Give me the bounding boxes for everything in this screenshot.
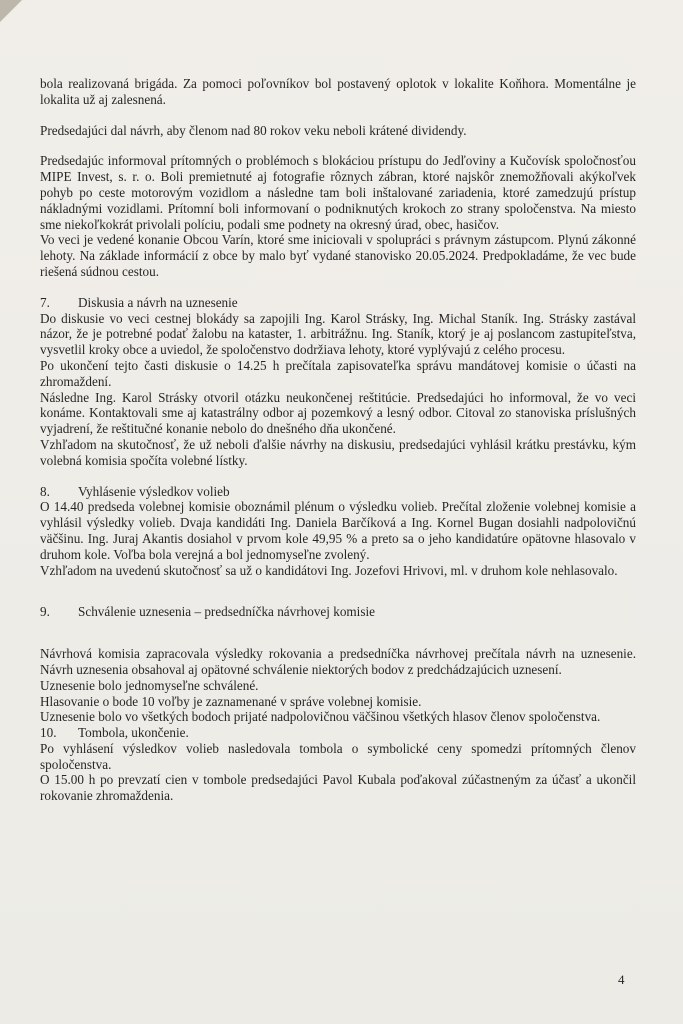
section-8-paragraph-1: O 14.40 predseda volebnej komisie oboznámil plénum o výsledku volieb. Prečítal zloženie volebnej komisie a vyhlásil výsledky volieb. Dvaja kandidáti Ing. Daniela Barčíková a Ing. Kornel Bugan dosiahli nadpolovičnú väčšinu. Ing. Juraj Akantis dosiahol v prvom kole 49,95 % a preto sa o jeho kandidatúre opätovne hlasovalo v druhom kole. Voľba bola verejná a bol jednomyseľne zvolený.	[40, 499, 636, 562]
section-7-paragraph-2: Po ukončení tejto časti diskusie o 14.25 h prečítala zapisovateľka správu mandátovej komisie o účasti na zhromaždení.	[40, 357, 636, 389]
page-corner	[0, 0, 22, 22]
paragraph-dividends: Predsedajúci dal návrh, aby členom nad 80 rokov veku neboli krátené dividendy.	[40, 122, 467, 138]
section-8-paragraph-2: Vzhľadom na uvedenú skutočnosť sa už o kandidátovi Ing. Jozefovi Hrivovi, ml. v druhom kole nehlasovalo.	[40, 562, 618, 578]
section-9-paragraph-1: Návrhová komisia zapracovala výsledky rokovania a predsedníčka návrhovej prečítala návrh na uznesenie. Návrh uznesenia obsahoval aj opätovné schválenie niektorých bodov z predchádzajúcich uznesení.	[40, 646, 636, 677]
paragraph-proceedings: Vo veci je vedené konanie Obcou Varín, ktoré sme iniciovali v spolupráci s právnym zástupcom. Plynú zákonné lehoty. Na základe informácií z obce by malo byť vydané stanovisko 20.05.2024. Predpokladáme, že vec bude riešená súdnou cestou.	[40, 232, 636, 279]
section-9-paragraph-2: Uznesenie bolo jednomyseľne schválené.	[40, 677, 259, 693]
section-title: Schválenie uznesenia – predsedníčka návrhovej komisie	[78, 604, 375, 620]
section-8-heading	[40, 484, 636, 500]
section-7-paragraph-4: Vzhľadom na skutočnosť, že už neboli ďalšie návrhy na diskusiu, predsedajúci vyhlásil krátku prestávku, kým volebná komisia spočíta volebné lístky.	[40, 436, 636, 468]
section-number: 10.	[40, 725, 57, 741]
page-number: 4	[618, 972, 625, 987]
section-7-heading	[40, 295, 636, 311]
section-title: Diskusia a návrh na uznesenie	[78, 294, 238, 310]
document-body	[40, 76, 636, 804]
section-number: 9.	[40, 604, 50, 620]
section-7-paragraph-3: Následne Ing. Karol Strásky otvoril otázku neukončenej reštitúcie. Predsedajúci ho informoval, že vo veci konáme. Kontaktovali sme aj katastrálny odbor aj pozemkový a lesný odbor. Citoval zo stanoviska príslušných vyjadrení, že reštitučné konanie nebolo do dnešného dňa ukončené.	[40, 389, 636, 437]
section-9-heading	[40, 604, 636, 620]
section-title: Tombola, ukončenie.	[78, 725, 189, 741]
section-10-paragraph-1: Po vyhlásení výsledkov volieb nasledovala tombola o symbolické ceny spomedzi prítomných členov spoločenstva.	[40, 740, 636, 772]
section-title: Vyhlásenie výsledkov volieb	[78, 483, 230, 499]
section-9-paragraph-4: Uznesenie bolo vo všetkých bodoch prijaté nadpolovičnou väčšinou všetkých hlasov členov spoločenstva.	[40, 709, 601, 725]
section-number: 7.	[40, 294, 50, 310]
section-number: 8.	[40, 483, 50, 499]
paragraph-brigade: bola realizovaná brigáda. Za pomoci poľovníkov bol postavený oplotok v lokalite Koňhora. Momentálne je lokalita už aj zalesnená.	[40, 76, 636, 107]
section-10-paragraph-2: O 15.00 h po prevzatí cien v tombole predsedajúci Pavol Kubala poďakoval zúčastneným za účasť a ukončil rokovanie zhromaždenia.	[40, 772, 636, 804]
paragraph-blockade: Predsedajúc informoval prítomných o problémoch s blokáciou prístupu do Jedľoviny a Kučovísk spoločnosťou MIPE Invest, s. r. o. Boli premietnuté aj fotografie rôznych zábran, ktoré najskôr znemožňovali akýkoľvek pohyb po ceste motorovým vozidlom a následne tam boli inštalované zariadenia, ktoré zamedzujú prístup nákladnými vozidlami. Prítomní boli informovaní o podniknutých krokoch zo strany spoločenstva. Na miesto sme niekoľkokrát privolali políciu, podali sme podnety na okresný úrad, obec, hasičov.	[40, 153, 636, 232]
section-10-heading	[40, 725, 636, 741]
section-7-paragraph-1: Do diskusie vo veci cestnej blokády sa zapojili Ing. Karol Strásky, Ing. Michal Staník. Ing. Strásky zastával názor, že je potrebné podať žalobu na kataster, 1. arbitrážnu. Ing. Staník, ktorý je aj poslancom zastupiteľstva, vysvetlil kroky obce a uviedol, že spoločenstvo dodržiava lehoty, ktoré vyplývajú z celého procesu.	[40, 310, 636, 358]
section-9-paragraph-3: Hlasovanie o bode 10 voľby je zaznamenané v správe volebnej komisie.	[40, 693, 422, 709]
